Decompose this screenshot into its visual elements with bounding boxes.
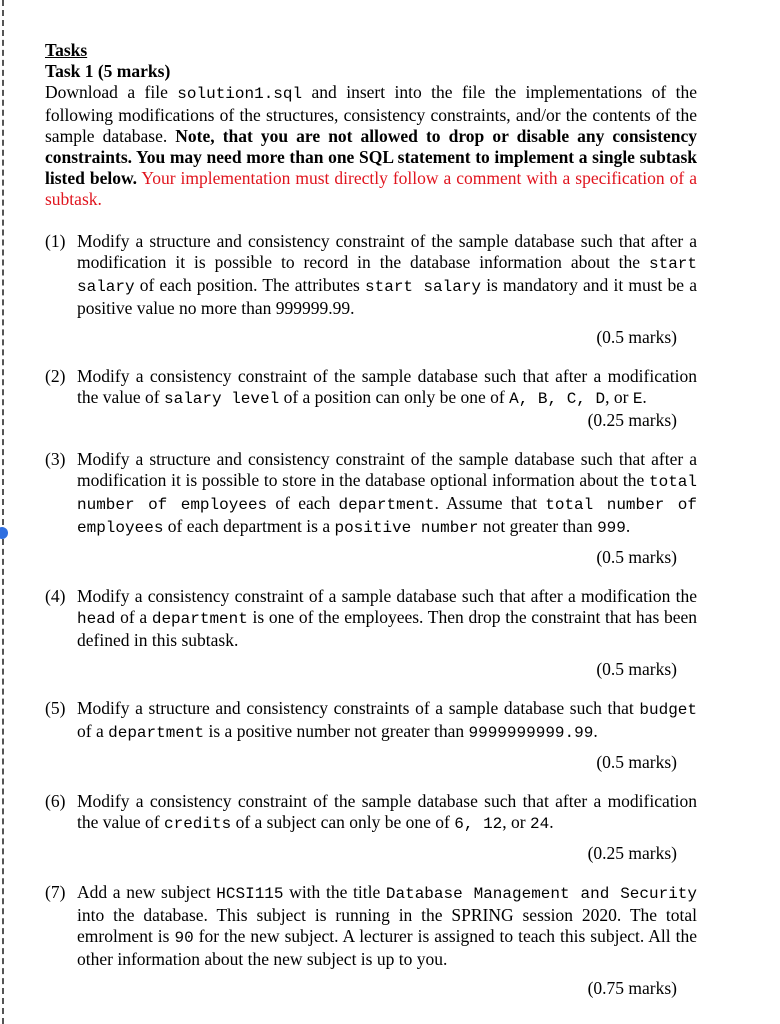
code-run: department: [151, 610, 248, 628]
code-run: credits: [163, 815, 232, 833]
code-run: start salary: [365, 278, 482, 296]
text-run: .: [642, 387, 647, 407]
code-run: salary level: [163, 390, 280, 408]
subtask-number: (5): [45, 698, 66, 718]
subtask-body: [77, 231, 697, 348]
text-run: not greater than: [478, 516, 598, 536]
code-run: Database Management and Security: [385, 885, 698, 903]
subtask-number: (4): [45, 586, 66, 606]
subtask-text: [77, 882, 697, 970]
code-run: 24: [529, 815, 550, 833]
code-run: A, B, C, D: [509, 390, 606, 408]
text-run: Modify a structure and consistency constraint of the sample database such that after a modification it is possible to store in the database optional information about the: [77, 449, 697, 490]
subtask-item-4: [45, 586, 697, 680]
text-run: of each department is a: [163, 516, 335, 536]
code-run: 999: [597, 519, 626, 537]
subtask-text: [77, 791, 697, 835]
subtask-item-2: [45, 366, 697, 431]
text-run: Modify a consistency constraint of the sample database such that after a modification the value of: [77, 366, 697, 407]
subtask-text: [77, 366, 697, 410]
subtask-marks: (0.5 marks): [596, 752, 677, 772]
text-run: .: [549, 812, 554, 832]
subtask-body: [77, 449, 697, 568]
subtask-number: (2): [45, 366, 66, 386]
filename-code: solution1.sql: [177, 85, 303, 103]
text-run: of each position. The attributes: [134, 275, 366, 295]
subtask-item-5: [45, 698, 697, 773]
subtask-item-3: [45, 449, 697, 568]
text-run: , or: [605, 387, 633, 407]
subtask-marks: (0.5 marks): [596, 547, 677, 567]
text-run: of a subject can only be one of: [231, 812, 455, 832]
subtask-text: [77, 231, 697, 319]
text-run: of a: [115, 607, 152, 627]
intro-note-red: Your implementation must directly follow a comment with a specification of a subtask.: [45, 168, 697, 209]
subtask-body: [77, 791, 697, 864]
text-run: . Assume that: [434, 493, 546, 513]
subtask-body: [77, 366, 697, 431]
task-intro: [45, 82, 697, 210]
code-run: E: [632, 390, 643, 408]
text-run: Modify a structure and consistency constraints of a sample database such that: [77, 698, 640, 718]
code-run: 90: [174, 929, 194, 947]
code-run: total number of employees: [77, 496, 697, 537]
subtask-marks: (0.5 marks): [596, 327, 677, 347]
text-run: .: [593, 721, 598, 741]
page-left-border: [2, 0, 4, 1024]
text-run: of each: [267, 493, 339, 513]
subtask-text: [77, 698, 697, 744]
text-run: with the title: [283, 882, 386, 902]
code-run: total number of employees: [77, 473, 697, 514]
subtask-text: [77, 586, 697, 651]
code-run: HCSI115: [216, 885, 284, 903]
text-run: is one of the employees. Then drop the constraint that has been defined in this subtask.: [77, 607, 697, 650]
text-run: Modify a structure and consistency constraint of the sample database such that after a modification it is possible to record in the database information about the: [77, 231, 697, 272]
subtask-marks: (0.75 marks): [587, 978, 677, 998]
subtask-item-1: [45, 231, 697, 348]
subtask-text: [77, 449, 697, 539]
subtask-marks: (0.25 marks): [587, 410, 677, 430]
text-run: is a positive number not greater than: [204, 721, 469, 741]
document-page: [45, 40, 697, 1017]
text-run: for the new subject. A lecturer is assigned to teach this subject. All the other information about the new subject is up to you.: [77, 926, 698, 969]
code-run: department: [338, 496, 435, 514]
subtask-body: [77, 698, 697, 773]
subtask-list: [45, 231, 697, 999]
subtask-number: (3): [45, 449, 66, 469]
text-run: of a: [77, 721, 109, 741]
code-run: head: [77, 610, 116, 628]
code-run: positive number: [334, 519, 479, 537]
subtask-number: (7): [45, 882, 66, 902]
task1-heading: Task 1 (5 marks): [45, 61, 171, 81]
text-run: Modify a consistency constraint of the sample database such that after a modification the value of: [77, 791, 697, 832]
code-run: department: [108, 724, 205, 742]
subtask-body: [77, 882, 697, 999]
subtask-number: (1): [45, 231, 66, 251]
subtask-item-7: [45, 882, 697, 999]
subtask-body: [77, 586, 697, 680]
subtask-marks: (0.25 marks): [587, 843, 677, 863]
intro-text: and insert into the file the implementations of the following modifications of the structures, consistency constraints, and/or the contents of the sample database.: [45, 82, 697, 146]
intro-note-bold: Note, that you are not allowed to drop or disable any consistency constraints. You may need more than one SQL statement to implement a single subtask listed below.: [45, 126, 697, 188]
cursor-marker-icon: [0, 527, 8, 539]
code-run: start salary: [77, 255, 697, 296]
subtask-item-6: [45, 791, 697, 864]
text-run: Modify a consistency constraint of a sample database such that after a modification the: [77, 586, 697, 606]
intro-text: Download a file: [45, 82, 178, 102]
text-run: .: [625, 516, 631, 536]
code-run: 9999999999.99: [468, 724, 594, 742]
text-run: into the database. This subject is running in the SPRING session 2020. The total emrolment is: [77, 905, 697, 946]
code-run: 6, 12: [454, 815, 503, 833]
text-run: of a position can only be one of: [279, 387, 510, 407]
code-run: budget: [639, 701, 697, 719]
subtask-marks: (0.5 marks): [596, 659, 677, 679]
text-run: , or: [502, 812, 530, 832]
text-run: is mandatory and it must be a positive value no more than 999999.99.: [77, 275, 697, 318]
text-run: Add a new subject: [77, 882, 217, 902]
subtask-number: (6): [45, 791, 66, 811]
tasks-title: Tasks: [45, 40, 88, 60]
